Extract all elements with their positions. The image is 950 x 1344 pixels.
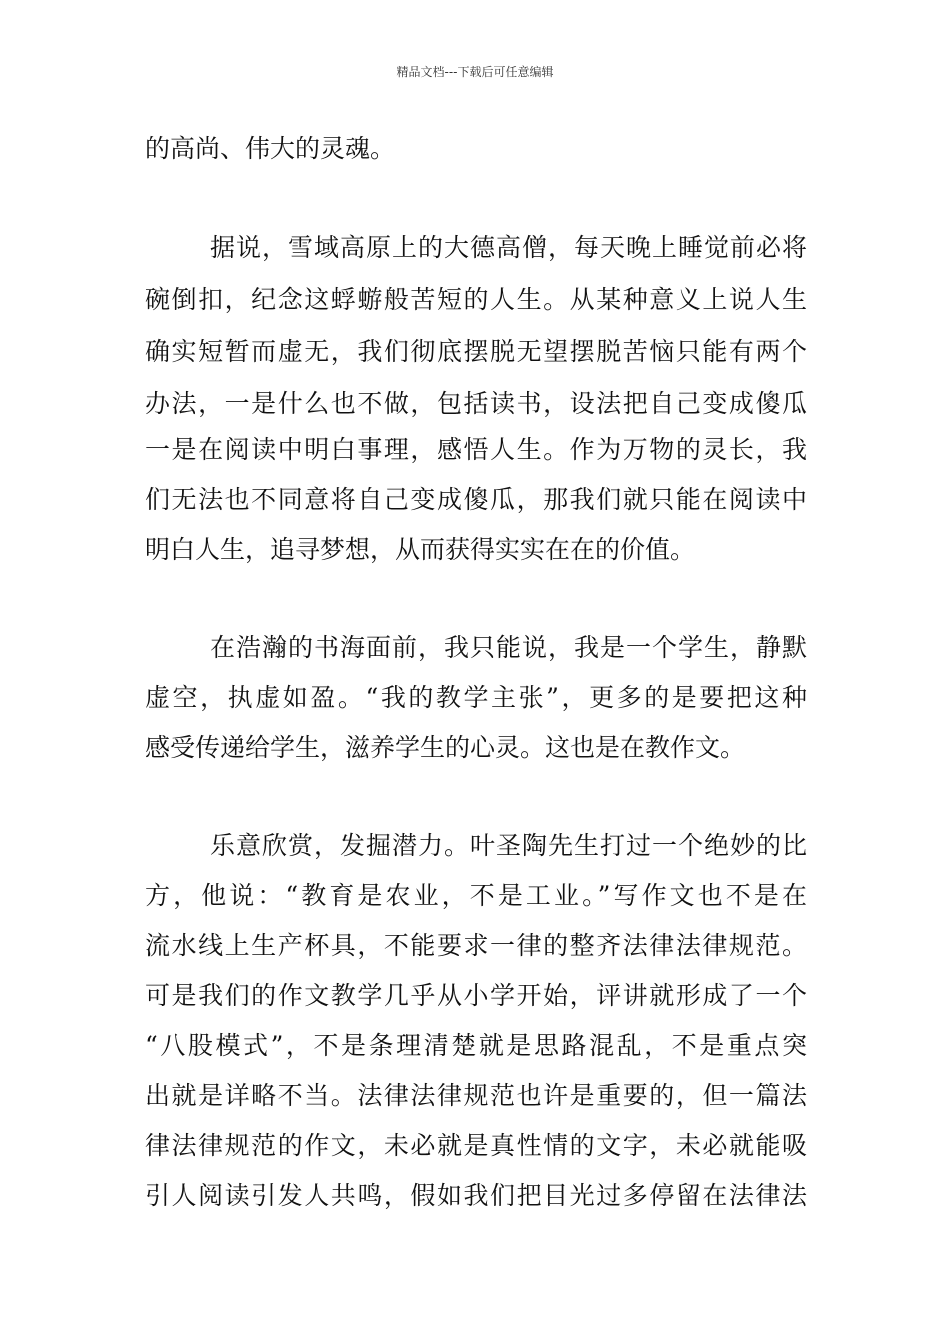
page-header: 精品文档---下载后可任意编辑 [396,65,554,79]
text-line: 据说，雪域高原上的大德高僧，每天晚上睡觉前必将 [210,233,807,262]
text-line: 确实短暂而虚无，我们彻底摆脱无望摆脱苦恼只能有两个 [145,337,807,366]
text-line: 办法，一是什么也不做，包括读书，设法把自己变成傻瓜 [145,389,807,418]
text-line: 引人阅读引发人共鸣，假如我们把目光过多停留在法律法 [145,1181,807,1210]
text-line: 可是我们的作文教学几乎从小学开始，评讲就形成了一个 [145,981,807,1010]
text-line: 明白人生，追寻梦想，从而获得实实在在的价值。 [145,535,696,564]
text-line: 的高尚、伟大的灵魂。 [145,134,396,163]
text-line: 方，他说：“教育是农业，不是工业。”写作文也不是在 [145,881,807,910]
text-line: 们无法也不同意将自己变成傻瓜，那我们就只能在阅读中 [145,485,807,514]
text-line: 乐意欣赏，发掘潜力。叶圣陶先生打过一个绝妙的比 [210,831,807,860]
text-line: 虚空，执虚如盈。“我的教学主张”，更多的是要把这种 [145,683,807,712]
text-line: 碗倒扣，纪念这蜉蝣般苦短的人生。从某种意义上说人生 [145,285,807,314]
text-line: 在浩瀚的书海面前，我只能说，我是一个学生，静默 [210,633,807,662]
text-line: “八股模式”，不是条理清楚就是思路混乱，不是重点突 [145,1031,807,1060]
text-line: 流水线上生产杯具，不能要求一律的整齐法律法律规范。 [145,931,807,960]
text-line: 感受传递给学生，滋养学生的心灵。这也是在教作文。 [145,733,746,762]
text-line: 律法律规范的作文，未必就是真性情的文字，未必就能吸 [145,1131,807,1160]
text-line: 一是在阅读中明白事理，感悟人生。作为万物的灵长，我 [145,435,807,464]
text-line: 出就是详略不当。法律法律规范也许是重要的，但一篇法 [145,1081,807,1110]
